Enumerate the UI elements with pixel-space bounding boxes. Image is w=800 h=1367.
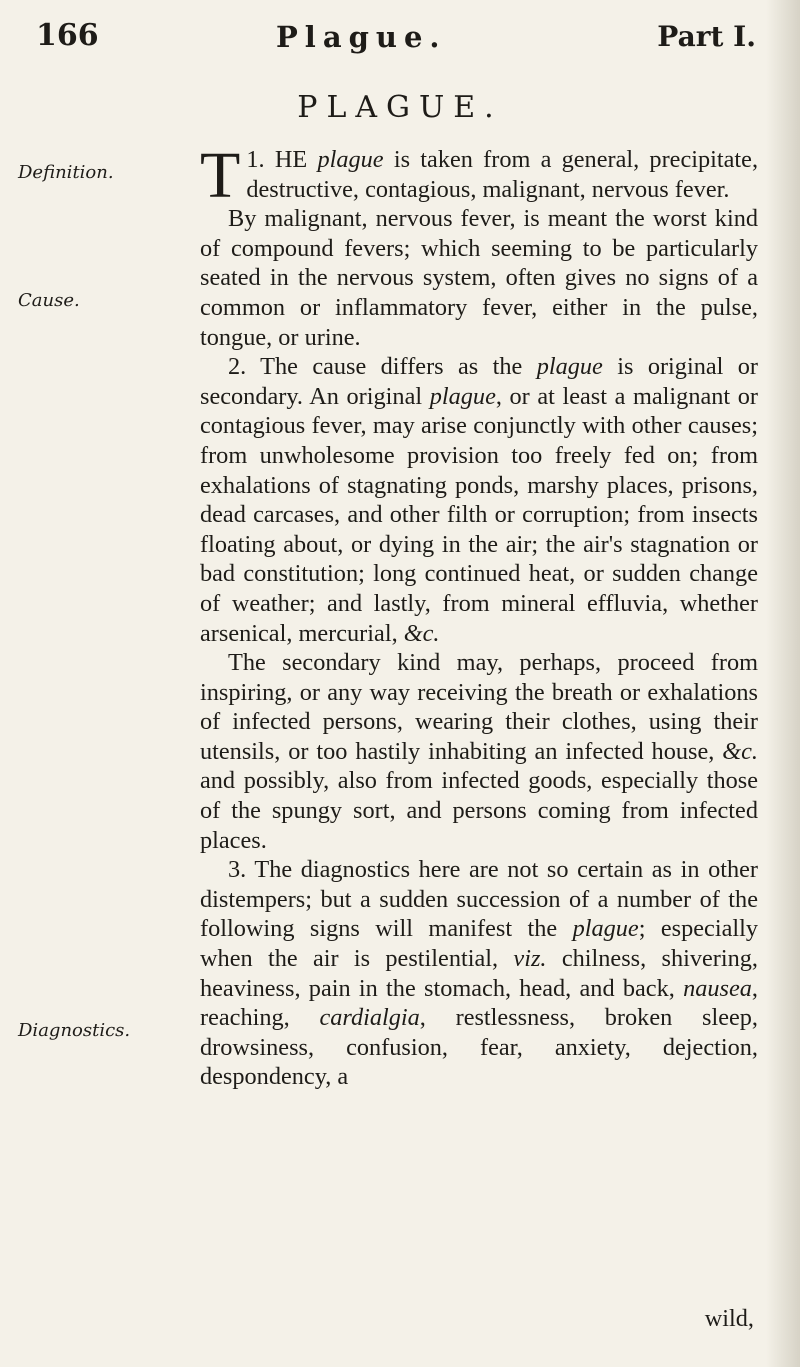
term-plague: plague xyxy=(317,146,384,173)
running-head-part: Part I. xyxy=(657,20,756,53)
section-title: PLAGUE. xyxy=(297,90,503,125)
paragraph-secondary xyxy=(200,648,758,855)
diagnostics-text-c: chilness, shivering, heaviness, pain in the stomach, head, and back, xyxy=(200,945,758,1002)
margin-note-cause: Cause. xyxy=(18,290,80,311)
running-head xyxy=(36,18,756,66)
diagnostics-text-a: 3. The diagnostics here are not so certain as in other distempers; but a sudden succession of a number of the following signs will manifest the xyxy=(200,856,758,943)
page-edge-shadow xyxy=(766,0,800,1367)
paragraph-cause xyxy=(200,352,758,648)
diagnostics-text-b: ; especially when the air is pestilential, xyxy=(200,915,759,973)
catchword: wild, xyxy=(704,1305,754,1332)
drop-cap-continuation: HE xyxy=(274,146,308,173)
running-head-title: Plague. xyxy=(276,20,447,54)
term-etc: &c. xyxy=(403,619,440,647)
paragraph-number: 1. xyxy=(246,146,265,173)
secondary-text-b: and possibly, also from infected goods, especially those of the spungy sort, and persons coming from infected places. xyxy=(200,767,758,854)
page-number: 166 xyxy=(36,18,99,53)
secondary-text-a: The secondary kind may, perhaps, proceed from inspiring, or any way receiving the breath or exhalations of infected persons, wearing their clothes, using their utensils, or too hastily inhabiting an infected house, xyxy=(200,649,758,765)
margin-note-diagnostics: Diagnostics. xyxy=(18,1020,131,1041)
cause-text-a: 2. The cause differs as the xyxy=(228,353,523,381)
paragraph-diagnostics xyxy=(200,855,758,1092)
cause-text-b: is original or secondary. An original xyxy=(200,353,759,410)
term-cardialgia: cardialgia xyxy=(319,1004,420,1032)
term-etc: &c. xyxy=(722,737,758,765)
paragraph-definition xyxy=(200,139,759,212)
malignant-text: By malignant, nervous fever, is meant the worst kind of compound fevers; which seeming to be particularly seated in the nervous system, often gives no signs of a common or inflammatory fever, either in the pulse, tongue, or urine. xyxy=(200,205,758,351)
term-viz: viz. xyxy=(513,945,547,973)
diagnostics-text-d: , reaching, xyxy=(200,974,758,1032)
drop-cap: T xyxy=(200,139,241,212)
term-nausea: nausea xyxy=(683,974,752,1002)
margin-note-definition: Definition. xyxy=(18,162,114,183)
body-text xyxy=(200,139,759,1092)
paragraph-malignant xyxy=(200,204,758,352)
cause-text-c: , or at least a malignant or contagious fever, may arise conjunctly with other causes; from unwholesome provision too freely fed on; from exhalations of stagnating ponds, marshy places, prisons, dead carcases, and other filth or corruption; from insects floating about, or dying in the air; the air's stagnation or bad constitution; long continued heat, or sudden change of weather; and lastly, from mineral effluvia, whether arsenical, mercurial, xyxy=(200,382,758,647)
definition-text: is taken from a general, precipitate, destructive, contagious, malignant, nervous fever. xyxy=(246,146,759,203)
term-plague: plague xyxy=(536,353,603,381)
diagnostics-text-e: , restlessness, broken sleep, drowsiness, confusion, fear, anxiety, dejection, despondency, a xyxy=(200,1004,758,1091)
term-plague: plague xyxy=(429,382,496,410)
term-plague: plague xyxy=(572,915,639,943)
